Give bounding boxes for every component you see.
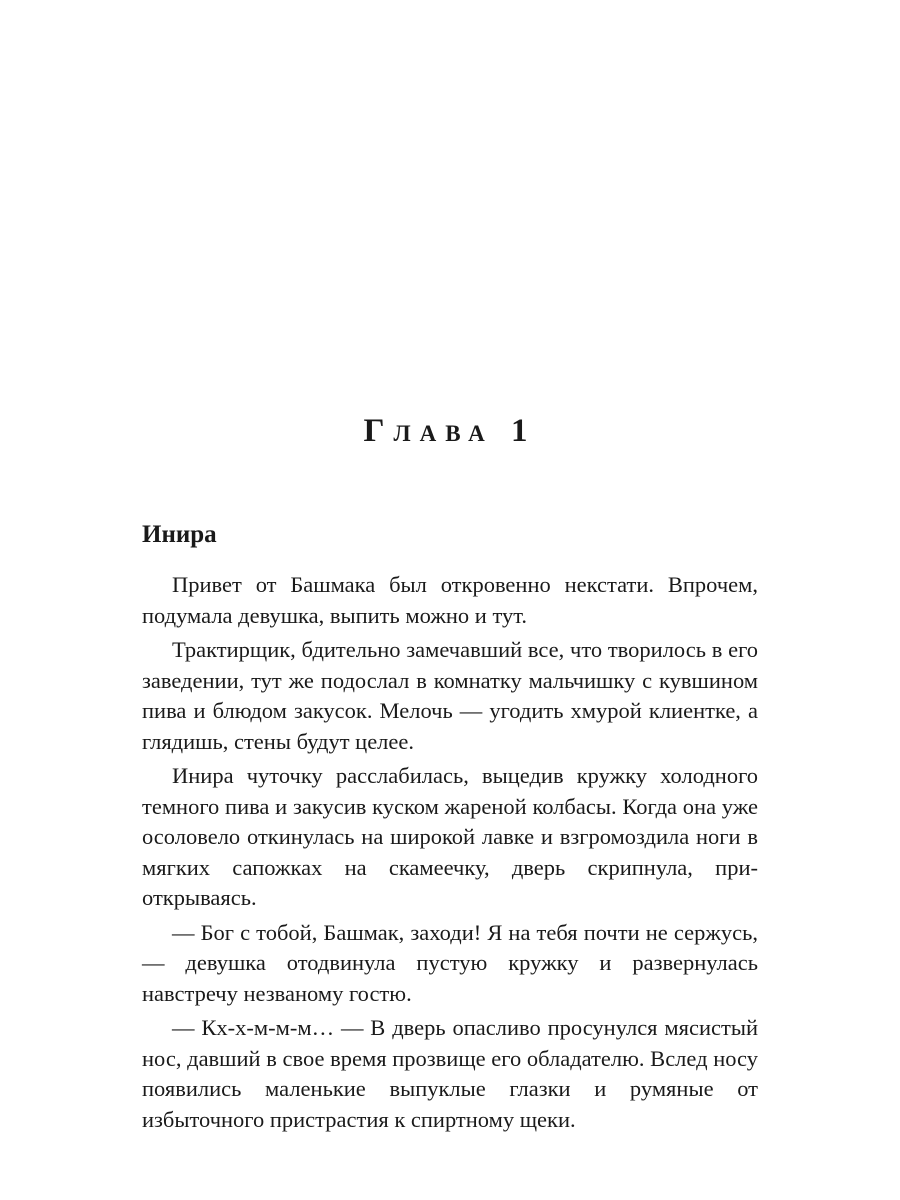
section-heading: Инира [142,521,217,548]
paragraph: Трактирщик, бдительно замечавший все, что творилось в его заведении, тут же подослал в комнатку мальчишку с кувшином пива и блюдом закусок. Мелочь — угодить хмурой клиентке, а глядишь, стены будут целее. [142,637,758,754]
paragraph: Инира чуточку расслабилась, выцедив кружку холодного темного пива и закусив куском жареной колбасы. Когда она уже осоловело откинулась на широкой лавке и взгромоздила ноги в мягких сапожках на скамеечку, дверь скрипнула, приоткрываясь. [142,763,758,910]
paragraph: — Бог с тобой, Башмак, заходи! Я на тебя почти не сержусь, — девушка отодвинула пустую кружку и развернулась навстречу незваному гостю. [142,919,758,1006]
paragraph: — Кх-х-м-м-м… — В дверь опасливо просунулся мясистый нос, давший в свое время прозвище его обладателю. Вслед носу появились маленькие выпуклые глазки и румяные от избыточного пристрастия к спиртному щеки. [142,1015,758,1132]
chapter-body [142,520,758,1139]
paragraph: Привет от Башмака был откровенно некстати. Впрочем, подумала девушка, выпить можно и тут. [142,572,758,628]
chapter-title: Глава 1 [363,413,537,449]
